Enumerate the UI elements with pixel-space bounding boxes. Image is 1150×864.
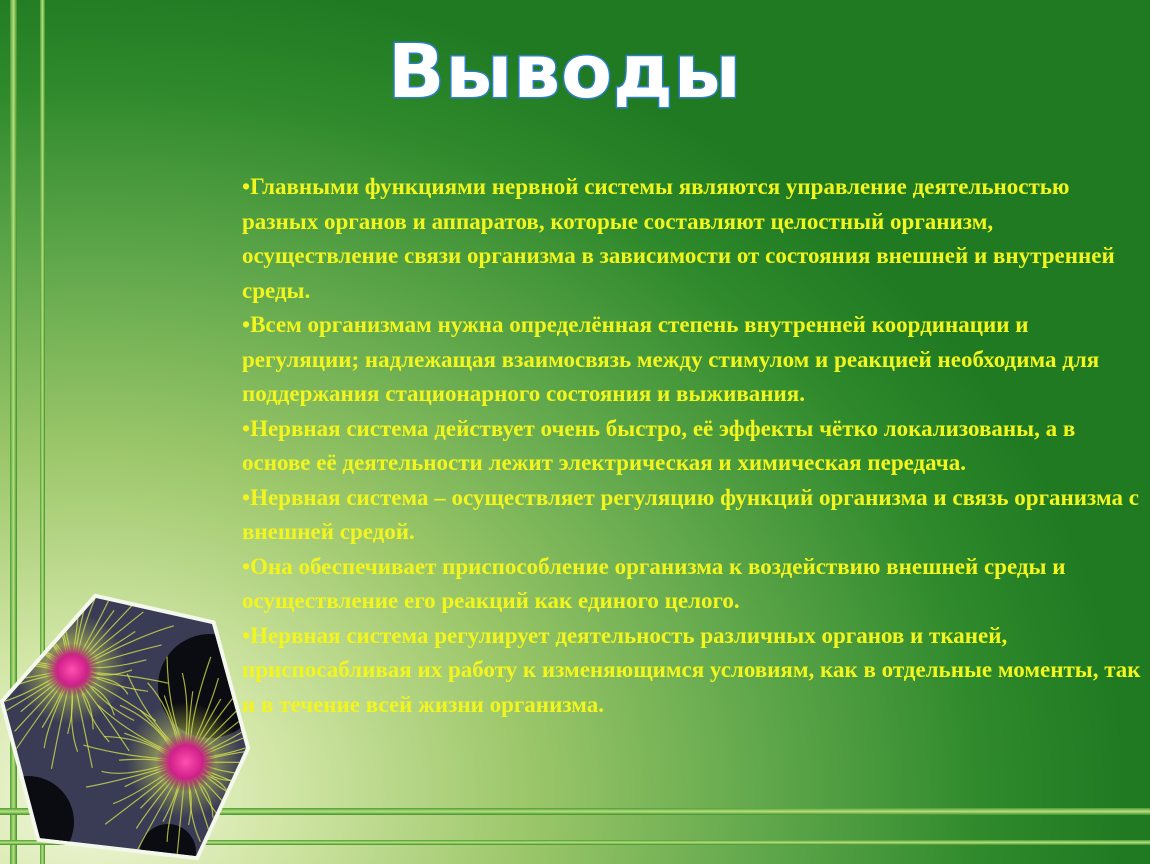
bullet-paragraph-5 (242, 550, 1142, 619)
bullet-marker: • (242, 174, 251, 199)
bullet-marker: • (242, 484, 251, 510)
bullet-text: Главными функциями нервной системы являются управление деятельностью разных органов и аппаратов, которые составляют целостный организм, осуществление связи организма в зависимости от состояния внешней и внутренней среды. (242, 174, 1115, 303)
neuron-cells-image (0, 590, 250, 864)
bullet-text: Нервная система регулирует деятельность различных органов и тканей, приспосабливая их работу к изменяющимся условиям, как в отдельные моменты, так и в течение всей жизни организма. (242, 622, 1141, 717)
bullet-marker: • (242, 312, 251, 337)
bullet-text: Всем организмам нужна определённая степень внутренней координации и регуляции; надлежащая взаимосвязь между стимулом и реакцией необходима для поддержания стационарного состояния и выживания. (242, 312, 1100, 406)
bullet-marker: • (242, 622, 251, 648)
bullet-marker: • (242, 553, 251, 579)
bullet-paragraph-2 (242, 308, 1142, 412)
bullet-paragraph-6 (242, 619, 1142, 723)
bullet-marker: • (242, 415, 251, 441)
slide-title: Выводы (388, 29, 742, 115)
bullet-paragraph-1 (242, 170, 1142, 308)
slide-body (242, 170, 1142, 722)
bullet-text: Нервная система – осуществляет регуляцию функций организма и связь организма с внешней средой. (242, 484, 1139, 544)
bullet-text: Она обеспечивает приспособление организма к воздействию внешней среды и осуществление его реакций как единого целого. (242, 553, 1066, 613)
bullet-paragraph-4 (242, 481, 1142, 550)
bullet-paragraph-3 (242, 412, 1142, 481)
bullet-text: Нервная система действует очень быстро, её эффекты чётко локализованы, а в основе её деятельности лежит электрическая и химическая передача. (242, 415, 1076, 475)
